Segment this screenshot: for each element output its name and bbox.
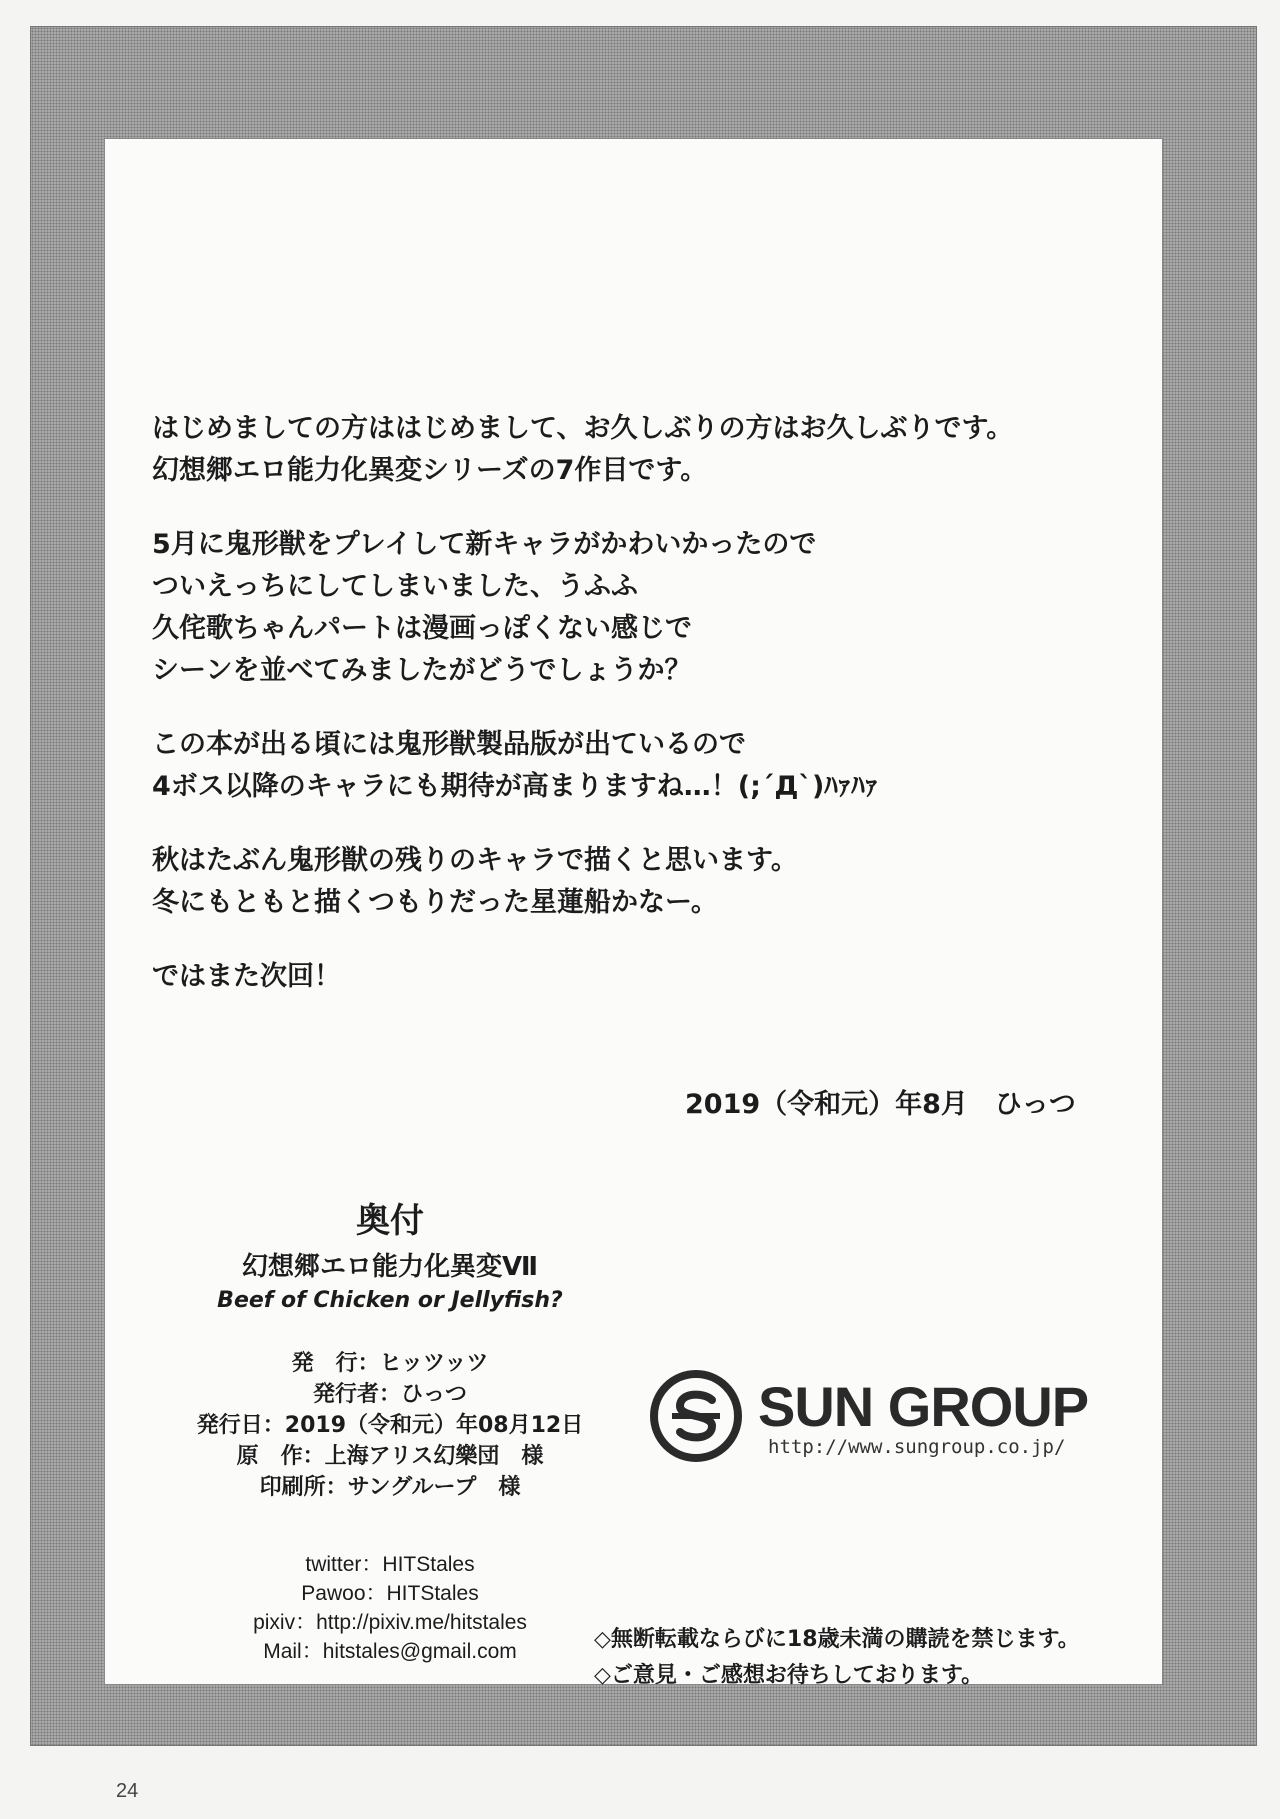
afterword-line: 冬にもともと描くつもりだった星蓮船かなー。: [152, 887, 718, 918]
contact-pawoo: Pawoo：HITStales: [301, 1582, 479, 1605]
colophon-header: [190, 1198, 590, 1316]
afterword-paragraph: [152, 840, 1112, 924]
afterword-line: 幻想郷エロ能力化異変シリーズの7作目です。: [152, 455, 708, 486]
credit-row-issuer: [190, 1379, 590, 1410]
afterword-line: この本が出る頃には鬼形獣製品版が出ているので: [152, 729, 746, 760]
afterword-line: 久侘歌ちゃんパートは漫画っぽくない感じで: [152, 613, 692, 644]
afterword-line: シーンを並べてみましたがどうでしょうか？: [152, 655, 692, 686]
afterword-line: ではまた次回！: [152, 961, 341, 992]
colophon-heading: 奥付: [356, 1201, 424, 1241]
credit-value: 2019（令和元）年08月12日: [284, 1413, 584, 1438]
notices: [594, 1622, 1080, 1694]
afterword-line: 5月に鬼形獣をプレイして新キャラがかわいかったので: [152, 529, 817, 560]
credit-value: ヒッツッツ: [379, 1351, 489, 1376]
notice-line: ◇ご意見・ご感想お待ちしております。: [594, 1663, 984, 1688]
sun-group-name: SUN GROUP: [758, 1375, 1089, 1438]
sun-group-url: http://www.sungroup.co.jp/: [768, 1436, 1066, 1458]
contact-info: [190, 1550, 590, 1666]
sun-group-logo: [650, 1370, 1130, 1466]
afterword-signature: 2019（令和元）年8月 ひっつ: [685, 1089, 1076, 1120]
afterword: [152, 408, 1112, 1030]
credit-row-publisher: [190, 1348, 590, 1379]
credit-label: 印刷所：: [259, 1475, 348, 1500]
credit-row-printer: [190, 1472, 590, 1503]
afterword-line: ついえっちにしてしまいました、うふふ: [152, 571, 638, 602]
sun-group-emblem-icon: [650, 1370, 742, 1462]
notice-line: ◇無断転載ならびに18歳未満の購読を禁じます。: [594, 1627, 1080, 1652]
credit-row-original: [190, 1441, 590, 1472]
afterword-paragraph: [152, 524, 1112, 692]
credit-value: サングループ 様: [347, 1475, 521, 1500]
page-number: 24: [116, 1780, 139, 1802]
credit-value: 上海アリス幻樂団 様: [324, 1444, 544, 1469]
contact-twitter: twitter：HITStales: [305, 1553, 475, 1576]
credit-label: 原 作：: [236, 1444, 325, 1469]
book-subtitle: Beef of Chicken or Jellyfish?: [217, 1288, 563, 1313]
credit-row-date: [190, 1410, 590, 1441]
afterword-paragraph: [152, 956, 1112, 998]
afterword-line: 4ボス以降のキャラにも期待が高まりますね…！(;´Д`)ﾊｧﾊｧ: [152, 771, 879, 802]
colophon-credits: [190, 1348, 590, 1503]
credit-label: 発行日：: [196, 1413, 285, 1438]
book-title: 幻想郷エロ能力化異変Ⅶ: [241, 1252, 539, 1282]
credit-label: 発行者：: [312, 1382, 401, 1407]
contact-mail: Mail：hitstales@gmail.com: [263, 1640, 517, 1663]
afterword-paragraph: [152, 724, 1112, 808]
afterword-line: 秋はたぶん鬼形獣の残りのキャラで描くと思います。: [152, 845, 798, 876]
credit-value: ひっつ: [401, 1382, 468, 1407]
credit-label: 発 行：: [291, 1351, 380, 1376]
afterword-line: はじめましての方ははじめまして、お久しぶりの方はお久しぶりです。: [152, 413, 1014, 444]
contact-pixiv: pixiv：http://pixiv.me/hitstales: [253, 1611, 527, 1634]
afterword-paragraph: [152, 408, 1112, 492]
